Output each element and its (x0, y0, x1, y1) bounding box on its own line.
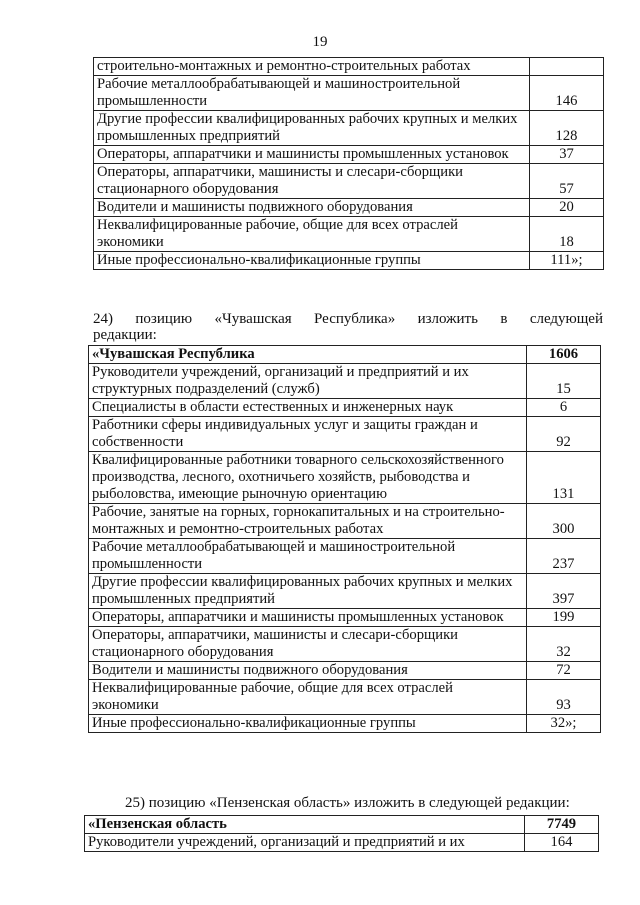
row-label: Другие профессии квалифицированных рабочих крупных и мелких промышленных предприятий (89, 574, 527, 609)
table-row (94, 76, 604, 111)
table-row (89, 715, 601, 733)
row-label: Водители и машинисты подвижного оборудования (94, 199, 530, 217)
row-label: Операторы, аппаратчики и машинисты промышленных установок (89, 609, 527, 627)
table-row (89, 504, 601, 539)
table-row (89, 399, 601, 417)
row-label: Операторы, аппаратчики и машинисты промышленных установок (94, 146, 530, 164)
row-label: Руководители учреждений, организаций и предприятий и их структурных подразделений (служб) (89, 364, 527, 399)
row-value: 6 (527, 399, 601, 417)
row-label: Операторы, аппаратчики, машинисты и слесари-сборщики стационарного оборудования (89, 627, 527, 662)
row-value: 397 (527, 574, 601, 609)
quota-table-penza (84, 815, 599, 852)
row-value: 111»; (530, 252, 604, 270)
row-value: 300 (527, 504, 601, 539)
row-value: 237 (527, 539, 601, 574)
table-row (89, 417, 601, 452)
paragraph-25: 25) позицию «Пензенская область» изложить в следующей редакции: (125, 795, 570, 811)
table-row (94, 146, 604, 164)
row-label: Рабочие металлообрабатывающей и машиностроительной промышленности (94, 76, 530, 111)
row-value: 92 (527, 417, 601, 452)
row-value: 18 (530, 217, 604, 252)
region-name: «Пензенская область (85, 816, 525, 834)
region-total: 1606 (527, 346, 601, 364)
row-label: Иные профессионально-квалификационные группы (94, 252, 530, 270)
paragraph-24-line2: редакции: (93, 327, 157, 343)
table-row (89, 539, 601, 574)
quota-table-continued (93, 57, 604, 270)
row-label: строительно-монтажных и ремонтно-строительных работах (94, 58, 530, 76)
table-row (89, 574, 601, 609)
table-row (89, 364, 601, 399)
row-value: 164 (525, 834, 599, 852)
row-label: Неквалифицированные рабочие, общие для всех отраслей экономики (94, 217, 530, 252)
table-row (94, 199, 604, 217)
row-value (530, 58, 604, 76)
table-row (94, 217, 604, 252)
row-value: 131 (527, 452, 601, 504)
row-label: Водители и машинисты подвижного оборудования (89, 662, 527, 680)
row-value: 146 (530, 76, 604, 111)
row-value: 15 (527, 364, 601, 399)
table-row (89, 609, 601, 627)
row-label: Рабочие металлообрабатывающей и машиностроительной промышленности (89, 539, 527, 574)
quota-table-chuvash (88, 345, 601, 733)
table-row (94, 111, 604, 146)
table-row (89, 627, 601, 662)
table-row (94, 164, 604, 199)
row-value: 128 (530, 111, 604, 146)
row-value: 57 (530, 164, 604, 199)
table-row (85, 834, 599, 852)
row-label: Работники сферы индивидуальных услуг и защиты граждан и собственности (89, 417, 527, 452)
row-label: Рабочие, занятые на горных, горнокапитальных и на строительно-монтажных и ремонтно-строительных работах (89, 504, 527, 539)
table-row (89, 680, 601, 715)
row-value: 37 (530, 146, 604, 164)
row-value: 72 (527, 662, 601, 680)
region-name: «Чувашская Республика (89, 346, 527, 364)
region-total: 7749 (525, 816, 599, 834)
row-label: Другие профессии квалифицированных рабочих крупных и мелких промышленных предприятий (94, 111, 530, 146)
row-label: Операторы, аппаратчики, машинисты и слесари-сборщики стационарного оборудования (94, 164, 530, 199)
table-row (94, 252, 604, 270)
table-row (89, 452, 601, 504)
region-header-row (89, 346, 601, 364)
row-value: 93 (527, 680, 601, 715)
region-header-row (85, 816, 599, 834)
row-value: 32»; (527, 715, 601, 733)
row-value: 20 (530, 199, 604, 217)
row-label: Квалифицированные работники товарного сельскохозяйственного производства, лесного, охотничьего хозяйств, рыбоводства и рыболовства, имеющие рыночную ориентацию (89, 452, 527, 504)
table-row (94, 58, 604, 76)
row-label: Руководители учреждений, организаций и предприятий и их (85, 834, 525, 852)
page-number: 19 (312, 34, 328, 50)
row-label: Специалисты в области естественных и инженерных наук (89, 399, 527, 417)
table-row (89, 662, 601, 680)
paragraph-24-line1: 24) позицию «Чувашская Республика» изложить в следующей (93, 311, 603, 327)
row-label: Иные профессионально-квалификационные группы (89, 715, 527, 733)
row-value: 199 (527, 609, 601, 627)
row-value: 32 (527, 627, 601, 662)
row-label: Неквалифицированные рабочие, общие для всех отраслей экономики (89, 680, 527, 715)
